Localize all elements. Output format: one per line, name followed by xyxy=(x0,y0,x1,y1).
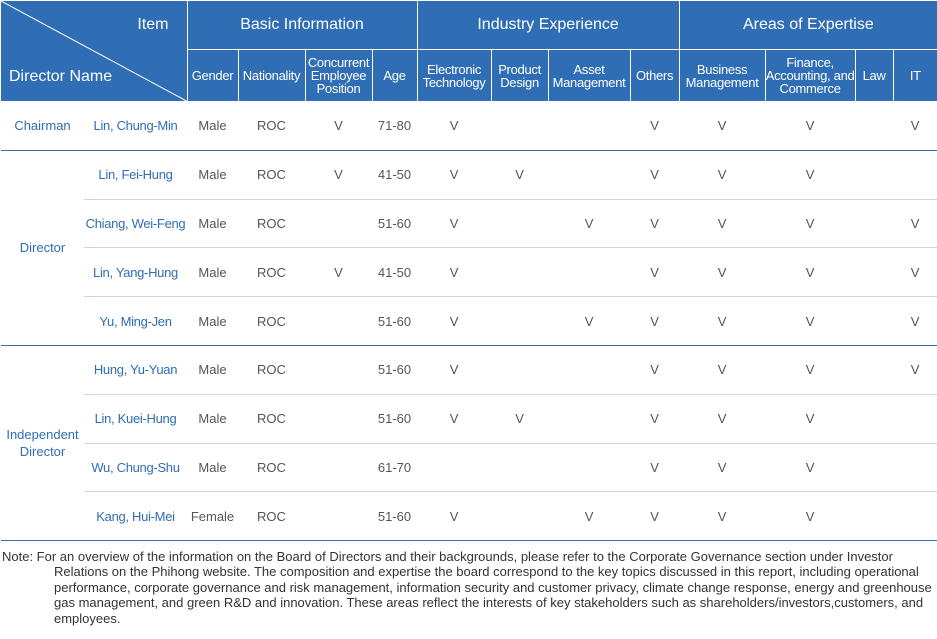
table-cell: ROC xyxy=(238,102,305,151)
director-name-cell: Lin, Fei-Hung xyxy=(84,150,187,199)
table-cell: V xyxy=(305,102,372,151)
table-cell: ROC xyxy=(238,199,305,248)
col-business-management: Business Management xyxy=(679,50,765,102)
table-cell: V xyxy=(893,297,937,346)
table-cell: V xyxy=(679,297,765,346)
table-cell: V xyxy=(630,199,679,248)
col-gender: Gender xyxy=(187,50,238,102)
table-cell: 61-70 xyxy=(372,443,417,492)
table-cell: V xyxy=(417,492,491,541)
table-cell: V xyxy=(630,443,679,492)
table-cell: V xyxy=(417,150,491,199)
director-name-cell: Lin, Yang-Hung xyxy=(84,248,187,297)
role-cell: Director xyxy=(1,150,84,345)
director-name-cell: Lin, Chung-Min xyxy=(84,102,187,151)
table-cell: V xyxy=(765,199,855,248)
table-cell: 51-60 xyxy=(372,492,417,541)
table-cell: V xyxy=(491,394,548,443)
table-cell: V xyxy=(548,297,630,346)
col-asset-management: Asset Management xyxy=(548,50,630,102)
table-cell: V xyxy=(893,248,937,297)
table-cell: V xyxy=(548,199,630,248)
table-body xyxy=(1,102,937,541)
table-cell: Male xyxy=(187,102,238,151)
table-cell xyxy=(305,199,372,248)
table-row xyxy=(1,248,937,297)
table-cell xyxy=(855,248,893,297)
table-cell: V xyxy=(765,394,855,443)
table-cell: V xyxy=(417,345,491,394)
table-cell xyxy=(417,443,491,492)
col-finance-accounting-commerce: Finance, Accounting, and Commerce xyxy=(765,50,855,102)
table-cell xyxy=(305,394,372,443)
table-cell: 41-50 xyxy=(372,150,417,199)
table-cell xyxy=(491,492,548,541)
table-cell: Male xyxy=(187,199,238,248)
table-cell xyxy=(548,394,630,443)
col-others: Others xyxy=(630,50,679,102)
table-cell: V xyxy=(548,492,630,541)
table-cell: Male xyxy=(187,345,238,394)
table-cell: V xyxy=(630,492,679,541)
table-row xyxy=(1,394,937,443)
table-cell: 51-60 xyxy=(372,199,417,248)
table-cell: V xyxy=(679,443,765,492)
table-cell xyxy=(855,345,893,394)
role-cell: Independent Director xyxy=(1,345,84,540)
table-row xyxy=(1,443,937,492)
table-cell: 51-60 xyxy=(372,394,417,443)
table-cell: ROC xyxy=(238,345,305,394)
table-cell: V xyxy=(305,150,372,199)
table-cell: V xyxy=(679,248,765,297)
table-cell: Male xyxy=(187,248,238,297)
table-cell: V xyxy=(679,394,765,443)
board-of-directors-table xyxy=(1,1,937,541)
director-name-cell: Lin, Kuei-Hung xyxy=(84,394,187,443)
table-cell: Male xyxy=(187,150,238,199)
table-cell: V xyxy=(417,102,491,151)
table-cell: 41-50 xyxy=(372,248,417,297)
table-cell: ROC xyxy=(238,297,305,346)
table-cell: V xyxy=(679,492,765,541)
table-cell: V xyxy=(305,248,372,297)
table-cell xyxy=(548,345,630,394)
table-cell: ROC xyxy=(238,150,305,199)
table-cell xyxy=(491,443,548,492)
table-cell: V xyxy=(765,150,855,199)
director-name-cell: Wu, Chung-Shu xyxy=(84,443,187,492)
table-cell xyxy=(548,443,630,492)
table-cell: V xyxy=(417,297,491,346)
table-row xyxy=(1,199,937,248)
table-cell: V xyxy=(893,102,937,151)
table-row xyxy=(1,297,937,346)
table-cell: V xyxy=(893,199,937,248)
table-cell: 51-60 xyxy=(372,297,417,346)
col-concurrent-employee-position: Concurrent Employee Position xyxy=(305,50,372,102)
table-cell xyxy=(305,345,372,394)
director-name-cell: Kang, Hui-Mei xyxy=(84,492,187,541)
table-cell: V xyxy=(630,248,679,297)
table-cell xyxy=(305,297,372,346)
table-cell xyxy=(855,492,893,541)
director-name-cell: Chiang, Wei-Feng xyxy=(84,199,187,248)
col-age: Age xyxy=(372,50,417,102)
table-cell: V xyxy=(893,345,937,394)
table-cell xyxy=(491,345,548,394)
table-row xyxy=(1,102,937,151)
director-name-label: Director Name xyxy=(9,68,113,85)
table-cell xyxy=(855,102,893,151)
table-cell xyxy=(893,492,937,541)
table-cell xyxy=(305,492,372,541)
table-cell xyxy=(491,248,548,297)
table-cell: 71-80 xyxy=(372,102,417,151)
table-cell: V xyxy=(491,150,548,199)
group-areas-of-expertise: Areas of Expertise xyxy=(679,1,937,50)
table-cell xyxy=(893,394,937,443)
table-cell xyxy=(855,150,893,199)
table-cell: V xyxy=(679,102,765,151)
table-cell: ROC xyxy=(238,443,305,492)
table-cell: V xyxy=(679,199,765,248)
table-cell: V xyxy=(765,297,855,346)
table-cell xyxy=(893,443,937,492)
table-cell xyxy=(548,248,630,297)
table-cell xyxy=(491,199,548,248)
col-product-design: Product Design xyxy=(491,50,548,102)
table-cell: V xyxy=(630,297,679,346)
table-cell: Male xyxy=(187,394,238,443)
table-cell xyxy=(491,102,548,151)
col-electronic-technology: Electronic Technology xyxy=(417,50,491,102)
table-row xyxy=(1,150,937,199)
table-row xyxy=(1,492,937,541)
table-cell: Male xyxy=(187,297,238,346)
table-note: Note: For an overview of the information on the Board of Directors and their backgrounds, please refer to the Corporate Governance section under Investor Relations on the Phihong website. The composition and expertise the board correspond to the key topics discussed in this report, including operational performance, corporate governance and risk management, information security and customer privacy, climate change response, energy and greenhouse gas management, and green R&D and innovation. These areas reflect the interests of key stakeholders such as shareholders/investors,customers, and employees. xyxy=(2,549,932,626)
table-cell: V xyxy=(630,345,679,394)
table-cell: V xyxy=(765,102,855,151)
table-cell: ROC xyxy=(238,248,305,297)
table-cell xyxy=(548,150,630,199)
table-cell: ROC xyxy=(238,394,305,443)
table-cell: Female xyxy=(187,492,238,541)
table-cell xyxy=(305,443,372,492)
table-cell: V xyxy=(765,345,855,394)
group-basic-information: Basic Information xyxy=(187,1,417,50)
table-cell: V xyxy=(765,248,855,297)
director-name-cell: Hung, Yu-Yuan xyxy=(84,345,187,394)
table-cell xyxy=(893,150,937,199)
table-cell: V xyxy=(765,443,855,492)
table-cell xyxy=(491,297,548,346)
table-cell: Male xyxy=(187,443,238,492)
col-nationality: Nationality xyxy=(238,50,305,102)
table-cell xyxy=(855,297,893,346)
table-cell: V xyxy=(630,102,679,151)
header-corner xyxy=(1,1,187,102)
col-it: IT xyxy=(893,50,937,102)
table-cell: V xyxy=(679,150,765,199)
table-cell: V xyxy=(765,492,855,541)
table-cell: V xyxy=(417,394,491,443)
table-cell: 51-60 xyxy=(372,345,417,394)
group-industry-experience: Industry Experience xyxy=(417,1,679,50)
table-cell xyxy=(855,394,893,443)
table-row xyxy=(1,345,937,394)
table-cell xyxy=(855,199,893,248)
table-cell: V xyxy=(630,394,679,443)
table-cell: V xyxy=(417,248,491,297)
table-cell: V xyxy=(679,345,765,394)
table-cell xyxy=(548,102,630,151)
table-cell xyxy=(855,443,893,492)
role-cell: Chairman xyxy=(1,102,84,151)
director-name-cell: Yu, Ming-Jen xyxy=(84,297,187,346)
table-cell: V xyxy=(630,150,679,199)
table-cell: ROC xyxy=(238,492,305,541)
item-label: Item xyxy=(137,16,169,33)
col-law: Law xyxy=(855,50,893,102)
table-cell: V xyxy=(417,199,491,248)
